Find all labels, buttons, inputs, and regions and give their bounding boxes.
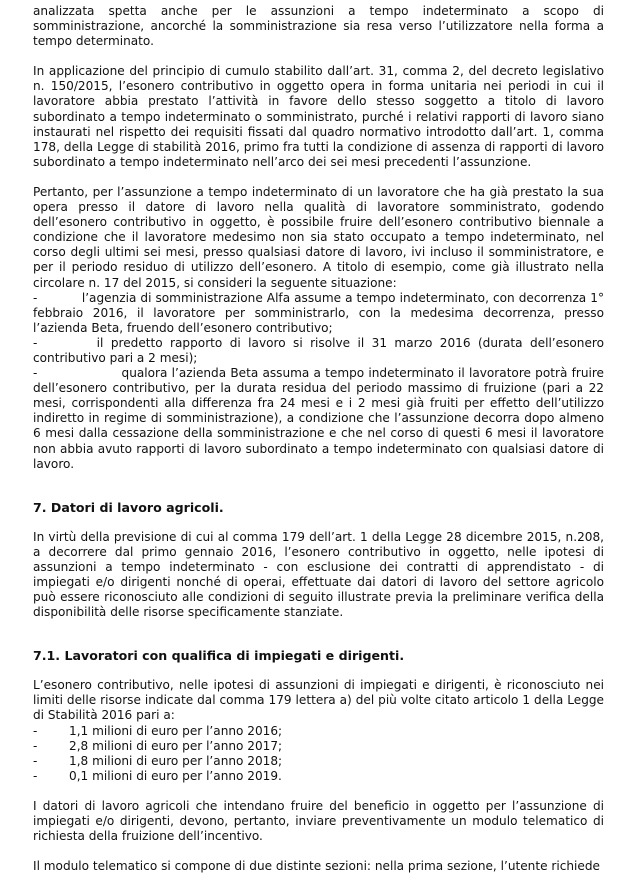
paragraph-sezioni: Il modulo telematico si compone di due distinte sezioni: nella prima sezione, l’utente richiede bbox=[33, 859, 600, 874]
list-dash: - bbox=[33, 738, 38, 753]
section-heading-7-1: 7.1. Lavoratori con qualifica di impiegati e dirigenti. bbox=[33, 648, 405, 664]
list-dash: - bbox=[33, 768, 38, 783]
list-dash: - bbox=[33, 723, 38, 738]
paragraph-cumulo: In applicazione del principio di cumulo stabilito dall’art. 31, comma 2, del decreto legislativo n. 150/2015, l’esonero contributivo in oggetto opera in forma unitaria nei periodi in cui il lavoratore abbia prestato l’attività in favore dello stesso soggetto a titolo di lavoro subordinato a tempo indeterminato o somministrato, purché i relativi rapporti di lavoro siano instaurati nel rispetto dei requisiti fissati dal quadro normativo introdotto dall’art. 1, comma 178, della Legge di stabilità 2016, primo fra tutti la condizione di assenza di rapporti di lavoro subordinato a tempo indeterminato nell’arco dei sei mesi precedenti l’assunzione. bbox=[33, 64, 604, 169]
list-item bbox=[33, 739, 604, 754]
example-item-2: - il predetto rapporto di lavoro si risolve il 31 marzo 2016 (durata dell’esonero contributivo pari a 2 mesi); bbox=[33, 335, 608, 365]
example-item-3: - qualora l’azienda Beta assuma a tempo indeterminato il lavoratore potrà fruire dell’esonero contributivo, per la durata residua del periodo massimo di fruizione (pari a 22 mesi, corrispondenti alla differenza fra 24 mesi e i 2 mesi già fruiti per effetto dell’utilizzo indiretto in regime di somministrazione), a condizione che l’assunzione decorra dopo almeno 6 mesi dalla cessazione della somministrazione e che nel corso di questi 6 mesi il lavoratore non abbia avuto rapporti di lavoro subordinato a tempo indeterminato con qualsiasi datore di lavoro. bbox=[33, 366, 608, 471]
paragraph-modulo: I datori di lavoro agricoli che intendano fruire del beneficio in oggetto per l’assunzione di impiegati e/o dirigenti, devono, pertanto, inviare preventivamente un modulo telematico di richiesta della fruizione dell’incentivo. bbox=[33, 798, 604, 844]
funds-list bbox=[33, 724, 604, 784]
paragraph-impiegati: L’esonero contributivo, nelle ipotesi di assunzioni di impiegati e dirigenti, è riconosciuto nei limiti delle risorse indicate dal comma 179 lettera a) del più volte citato articolo 1 della Legge di Stabilità 2016 pari a: bbox=[33, 678, 604, 723]
list-dash: - bbox=[33, 753, 38, 768]
list-text: 2,8 milioni di euro per l’anno 2017; bbox=[69, 738, 283, 753]
list-text: 1,8 milioni di euro per l’anno 2018; bbox=[69, 753, 283, 768]
list-item bbox=[33, 754, 604, 769]
list-text: 0,1 milioni di euro per l’anno 2019. bbox=[69, 768, 282, 783]
section-heading-7: 7. Datori di lavoro agricoli. bbox=[33, 499, 224, 515]
list-item bbox=[33, 724, 604, 739]
list-item bbox=[33, 769, 604, 784]
paragraph-agricoli: In virtù della previsione di cui al comma 179 dell’art. 1 della Legge 28 dicembre 2015, n.208, a decorrere dal primo gennaio 2016, l’esonero contributivo in oggetto, nelle ipotesi di assunzioni a tempo indeterminato - con esclusione dei contratti di apprendistato - di impiegati e/o dirigenti nonché di operai, effettuate dai datori di lavoro del settore agricolo può essere riconosciuto alle condizioni di seguito illustrate previa la preliminare verifica della disponibilità delle risorse specificamente stanziate. bbox=[33, 529, 604, 620]
paragraph-somministrazione: analizzata spetta anche per le assunzioni a tempo indeterminato a scopo di somministrazione, ancorché la somministrazione sia resa verso l’utilizzatore nella forma a tempo determinato. bbox=[33, 4, 604, 49]
list-text: 1,1 milioni di euro per l’anno 2016; bbox=[69, 723, 283, 738]
example-item-1: - l’agenzia di somministrazione Alfa assume a tempo indeterminato, con decorrenza 1° febbraio 2016, il lavoratore per somministrarlo, con la medesima decorrenza, presso l’azienda Beta, fruendo dell’esonero contributivo; bbox=[33, 290, 608, 335]
paragraph-pertanto: Pertanto, per l’assunzione a tempo indeterminato di un lavoratore che ha già prestato la sua opera presso il datore di lavoro nella qualità di lavoratore somministrato, godendo dell’esonero contributivo in oggetto, è possibile fruire dell’esonero contributivo biennale a condizione che il lavoratore medesimo non sia stato occupato a tempo indeterminato, nel corso degli ultimi sei mesi, presso qualsiasi datore di lavoro, ivi incluso il somministratore, e per il periodo residuo di utilizzo dell’esonero. A titolo di esempio, come già illustrato nella circolare n. 17 del 2015, si consideri la seguente situazione: bbox=[33, 184, 604, 290]
